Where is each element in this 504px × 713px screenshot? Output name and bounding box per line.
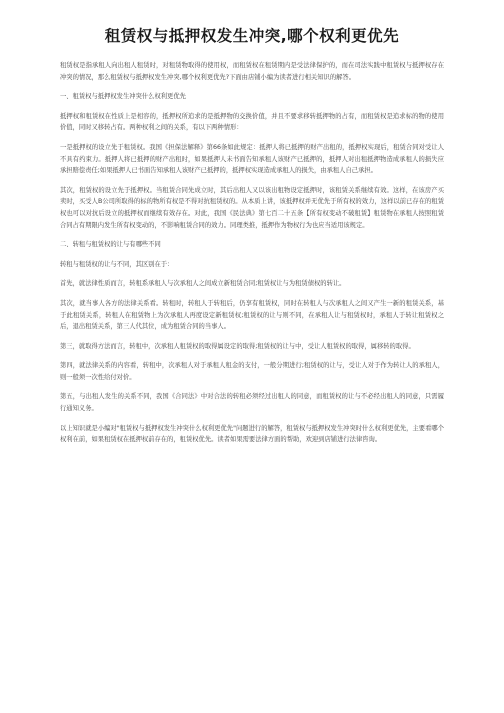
body-paragraph: 第三，就取得方法而言，转租中，次承租人租赁权的取得属设定的取得;租赁权的让与中，受让人租赁权的取得，属移转的取得。 (60, 342, 415, 350)
body-paragraph: 第五，与出租人发生的关系不同，我国《合同法》中对合法的转租必须经过出租人的同意，而租赁权的让与不必经出租人的同意，只需履行通知义务。 (60, 393, 444, 413)
body-paragraph: 其次，就当事人各方的法律关系看。转租时，转租人于转租后，仍享有租赁权，同时在转租人与次承租人之间又产生一新的租赁关系，基于此租赁关系，转租人在租赁物上为次承租人再度设定新租赁权;租赁权的让与则不同，在承租人让与租赁权时，承租人于转让租赁权之后，退出租赁关系，第三人代其位，成为租赁合同的当事人。 (60, 299, 444, 331)
body-paragraph: 转租与租赁权的让与不同，其区别在于： (60, 260, 174, 268)
body-paragraph: 首先，就法律性质而言，转租系承租人与次承租人之间成立新租赁合同;租赁权让与为租赁债权的转让。 (60, 280, 346, 288)
page-title: 租赁权与抵押权发生冲突,哪个权利更优先 (104, 27, 400, 45)
intro-paragraph: 租赁权是指承租人向出租人租赁时，对租赁物取得的使用权，而租赁权在租赁期内是受法律保护的，而在司法实践中租赁权与抵押权存在冲突的情况，那么租赁权与抵押权发生冲突,哪个权利更优先?下面由店铺小编为读者进行相关知识的解答。 (60, 62, 444, 81)
section-heading-2: 二、转租与租赁权的让与有哪些不同 (60, 241, 161, 249)
body-paragraph: 一是抵押权的设立先于租赁权。我国《担保法解释》第66条如此规定：抵押人将已抵押的财产出租的，抵押权实现后，租赁合同对受让人不具有约束力。抵押人将已抵押的财产出租时，如果抵押人未书面告知承租人该财产已抵押的，抵押人对出租抵押物造成承租人的损失应承担赔偿责任;如果抵押人已书面告知承租人该财产已抵押的，抵押权实现造成承租人的损失，由承租人自己承担。 (60, 143, 444, 175)
body-paragraph: 抵押权和租赁权在性质上是相容的，抵押权所追求的是抵押物的交换价值，并且不要求移转抵押物的占有，而租赁权是追求标的物的使用价值，同时又移转占有。两种权利之间的关系，有以下两种情形： (60, 112, 444, 132)
body-paragraph: 其次，租赁权的设立先于抵押权。当租赁合同先成立时，其后出租人又以该出租物设定抵押时，该租赁关系继续有效。这样，在该房产买卖时，买受人B公司所取得的标的物所有权是不得对抗租赁权的。从本质上讲，该抵押权并无优先于所有权的效力，这样以前已存在的租赁权也可以对抗后设立的抵押权而继续有效存在。对此，我国《民法典》第七百二十五条【所有权变动不破租赁】租赁物在承租人按照租赁合同占有期限内发生所有权变动的，不影响租赁合同的效力。同理类推，抵押作为物权行为也应当适用该规定。 (60, 186, 444, 229)
body-paragraph: 第四，就法律关系的内容看，转租中，次承租人对于承租人租金的支付，一般分期进行;租赁权的让与，受让人对于作为转让人的承租人，则一般须一次性给付对价。 (60, 362, 444, 381)
section-heading-1: 一、租赁权与抵押权发生冲突什么权利更优先 (60, 93, 186, 101)
conclusion-paragraph: 以上知识就是小编对"租赁权与抵押权发生冲突什么权利更优先"问题进行的解答，租赁权与抵押权发生冲突时什么权利更优先，主要看哪个权利在前，如果租赁权在抵押权前存在的，租赁权优先。读者如果需要法律方面的帮助，欢迎到店铺进行法律咨询。 (60, 424, 444, 444)
